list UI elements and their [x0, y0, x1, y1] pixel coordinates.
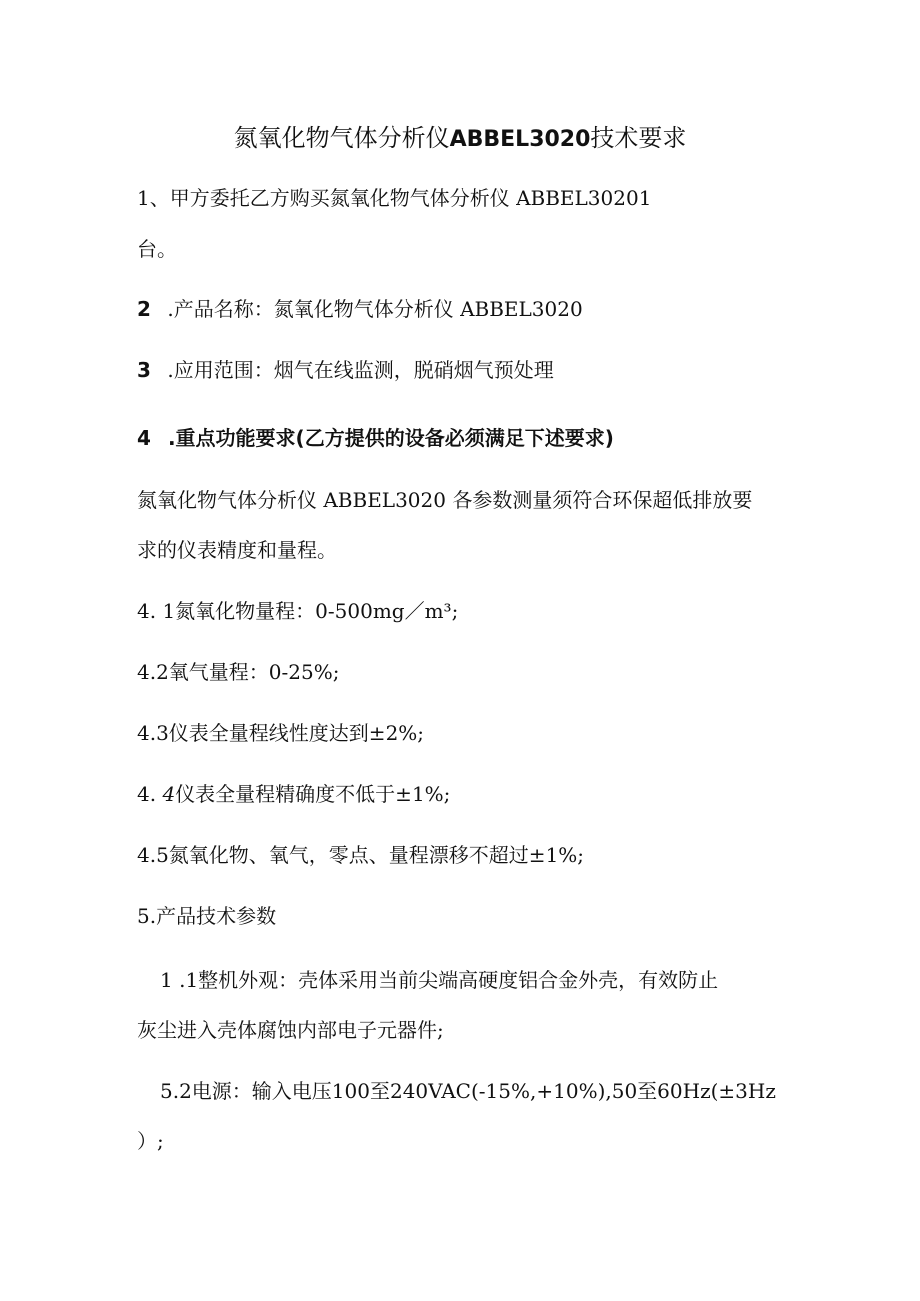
document-title	[0, 122, 920, 156]
title-text-part1: 氮氧化物气体分析仪	[233, 124, 450, 152]
item-5-2-line-1: 5.2电源：输入电压100至240VAC(-15%,+10%),50至60Hz(±3Hz	[160, 1079, 776, 1103]
item-5-2-line-2: ）;	[137, 1129, 164, 1153]
item-4-1: 4. 1氮氧化物量程：0-500mg／m³;	[137, 599, 459, 623]
paragraph-4-heading	[137, 424, 614, 452]
paragraph-2-number: 2	[137, 297, 151, 321]
item-4-4-text: 仪表全量程精确度不低于±1%;	[175, 782, 451, 806]
item-4-4	[137, 780, 450, 808]
item-4-4-italic-digit: 4	[162, 782, 176, 806]
paragraph-1-line-1: 1、甲方委托乙方购买氮氧化物气体分析仪 ABBEL30201	[137, 186, 652, 210]
title-text-part2: 技术要求	[590, 124, 687, 152]
paragraph-5: 5.产品技术参数	[137, 904, 277, 928]
paragraph-1-line-2: 台。	[137, 237, 177, 261]
paragraph-3	[137, 356, 554, 384]
item-5-1-line-2: 灰尘进入壳体腐蚀内部电子元器件;	[137, 1018, 444, 1042]
paragraph-4-desc-line-1: 氮氧化物气体分析仪 ABBEL3020 各参数测量须符合环保超低排放要	[137, 488, 753, 512]
paragraph-2	[137, 295, 583, 323]
paragraph-3-text: .应用范围：烟气在线监测，脱硝烟气预处理	[161, 358, 554, 382]
title-model: ABBEL3020	[449, 127, 591, 152]
paragraph-3-number: 3	[137, 358, 151, 382]
paragraph-4-text: .重点功能要求(乙方提供的设备必须满足下述要求)	[161, 426, 614, 450]
paragraph-4-number: 4	[137, 426, 151, 450]
item-4-5: 4.5氮氧化物、氧气，零点、量程漂移不超过±1%;	[137, 843, 585, 867]
item-4-2: 4.2氧气量程：0-25%;	[137, 660, 340, 684]
item-5-1-line-1: 1 .1整机外观：壳体采用当前尖端高硬度铝合金外壳，有效防止	[160, 968, 719, 992]
item-4-4-number: 4.	[137, 782, 163, 806]
paragraph-4-desc-line-2: 求的仪表精度和量程。	[137, 538, 337, 562]
item-4-3: 4.3仪表全量程线性度达到±2%;	[137, 721, 425, 745]
paragraph-2-text: .产品名称：氮氧化物气体分析仪 ABBEL3020	[161, 297, 583, 321]
